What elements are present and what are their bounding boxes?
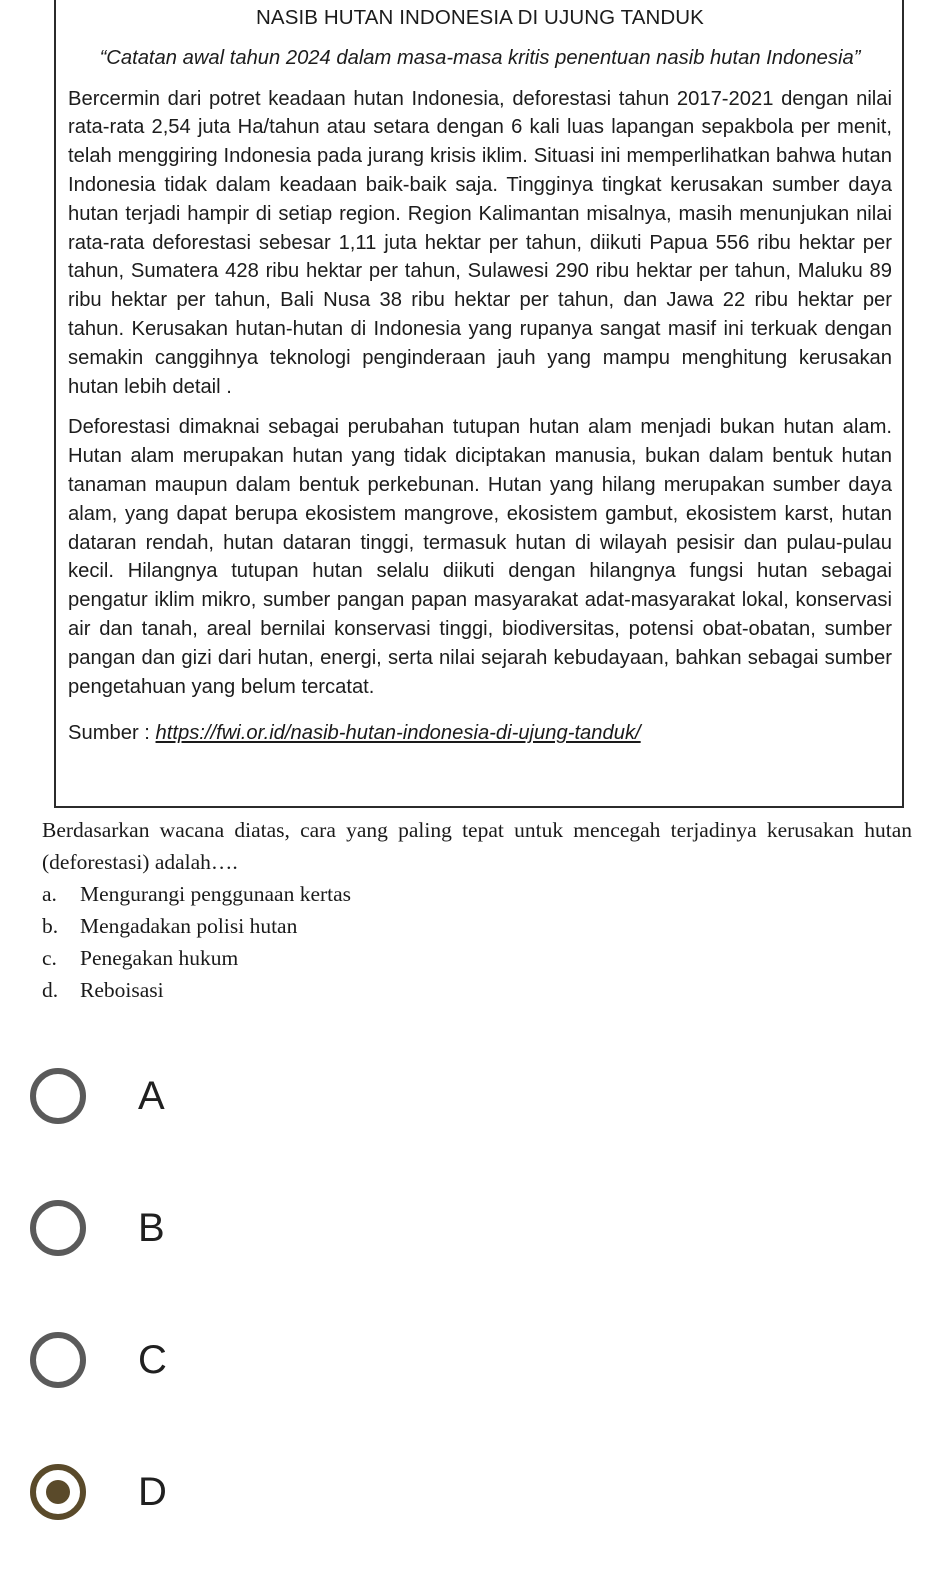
choice-list [42, 878, 912, 1006]
answer-option-d[interactable] [30, 1464, 430, 1534]
choice-item-a [42, 878, 912, 910]
choice-text: Penegakan hukum [80, 946, 239, 970]
answer-option-c[interactable] [30, 1332, 430, 1402]
choice-letter: b. [42, 914, 59, 938]
passage-paragraph-1: Bercermin dari potret keadaan hutan Indonesia, deforestasi tahun 2017-2021 dengan nilai rata-rata 2,54 juta Ha/tahun atau setara dengan 6 kali luas lapangan sepakbola per menit, telah menggiring Indonesia pada jurang krisis iklim. Situasi ini memperlihatkan bahwa hutan Indonesia tidak dalam keadaan baik-baik saja. Tingginya tingkat kerusakan sumber daya hutan terjadi hampir di setiap region. Region Kalimantan misalnya, masih menunjukan nilai rata-rata deforestasi sebesar 1,11 juta hektar per tahun, diikuti Papua 556 ribu hektar per tahun, Sumatera 428 ribu hektar per tahun, Sulawesi 290 ribu hektar per tahun, Maluku 89 ribu hektar per tahun, Bali Nusa 38 ribu hektar per tahun, dan Jawa 22 ribu hektar per tahun. Kerusakan hutan-hutan di Indonesia yang rupanya sangat masif ini terkuak dengan semakin canggihnya teknologi penginderaan jauh yang mampu menghitung kerusakan hutan lebih detail . [68, 87, 892, 398]
source-link[interactable]: https://fwi.or.id/nasib-hutan-indonesia-di-ujung-tanduk/ [155, 722, 641, 745]
passage-title: NASIB HUTAN INDONESIA DI UJUNG TANDUK [256, 6, 704, 29]
choice-item-d [42, 974, 912, 1006]
passage-paragraph-2: Deforestasi dimaknai sebagai perubahan tutupan hutan alam menjadi bukan hutan alam. Hutan alam merupakan hutan yang tidak diciptakan manusia, bukan dalam bentuk hutan tanaman maupun dalam bentuk perkebunan. Hutan yang hilang merupakan sumber daya alam, yang dapat berupa ekosistem mangrove, ekosistem gambut, ekosistem karst, hutan dataran rendah, hutan dataran tinggi, termasuk hutan di wilayah pesisir dan pulau-pulau kecil. Hilangnya tutupan hutan selalu diikuti dengan hilangnya fungsi hutan sebagai pengatur iklim mikro, sumber pangan papan masyarakat adat-masyarakat lokal, konservasi air dan tanah, areal bernilai konservasi tinggi, biodiversitas, potensi obat-obatan, sumber pangan dan gizi dari hutan, energi, serta nilai sejarah kebudayaan, bahkan sebagai sumber pengetahuan yang belum tercatat. [68, 416, 892, 698]
passage-box [54, 0, 904, 808]
question-block [42, 814, 912, 1006]
choice-text: Mengurangi penggunaan kertas [80, 882, 352, 906]
answer-option-b[interactable] [30, 1200, 430, 1270]
passage-source [68, 719, 892, 748]
choice-letter: d. [42, 978, 59, 1002]
radio-button-a[interactable] [30, 1068, 86, 1124]
choice-item-c [42, 942, 912, 974]
option-label-b: B [138, 1206, 165, 1250]
radio-button-b[interactable] [30, 1200, 86, 1256]
choice-letter: a. [42, 882, 57, 906]
radio-selected-dot [46, 1480, 70, 1504]
radio-button-c[interactable] [30, 1332, 86, 1388]
option-label-a: A [138, 1074, 165, 1118]
radio-button-d[interactable] [30, 1464, 86, 1520]
choice-item-b [42, 910, 912, 942]
choice-letter: c. [42, 946, 57, 970]
question-text: Berdasarkan wacana diatas, cara yang paling tepat untuk mencegah terjadinya kerusakan hutan (deforestasi) adalah…. [42, 818, 912, 874]
choice-text: Reboisasi [80, 978, 164, 1002]
source-label: Sumber : [68, 722, 156, 745]
option-label-d: D [138, 1470, 167, 1514]
option-label-c: C [138, 1338, 167, 1382]
choice-text: Mengadakan polisi hutan [80, 914, 298, 938]
answer-option-a[interactable] [30, 1068, 430, 1138]
passage-subtitle: “Catatan awal tahun 2024 dalam masa-masa kritis penentuan nasib hutan Indonesia” [99, 46, 861, 69]
